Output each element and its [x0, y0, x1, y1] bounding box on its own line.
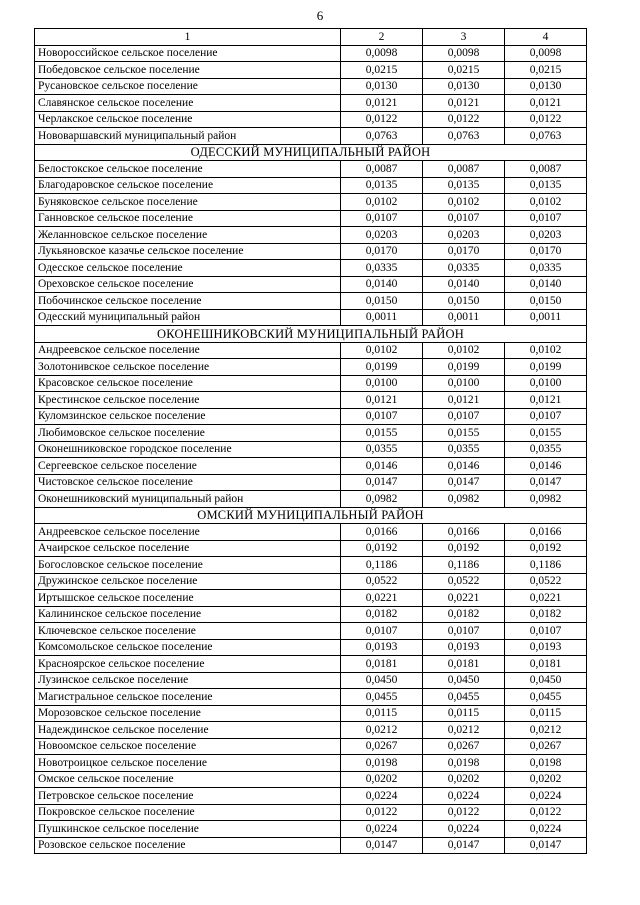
value-cell-col3: 0,0100: [423, 375, 505, 392]
settlement-name-cell: Буняковское сельское поселение: [35, 194, 341, 211]
value-cell-col2: 0,0130: [341, 78, 423, 95]
value-cell-col3: 0,0763: [423, 128, 505, 145]
value-cell-col3: 0,0121: [423, 392, 505, 409]
table-row: [35, 524, 587, 541]
settlement-name-cell: Красноярское сельское поселение: [35, 656, 341, 673]
value-cell-col2: 0,0335: [341, 260, 423, 277]
settlement-name-cell: Ачаирское сельское поселение: [35, 540, 341, 557]
table-row: [35, 689, 587, 706]
value-cell-col4: 0,0203: [505, 227, 587, 244]
value-cell-col4: 0,0215: [505, 62, 587, 79]
value-cell-col3: 0,0199: [423, 359, 505, 376]
value-cell-col4: 0,0147: [505, 837, 587, 854]
value-cell-col2: 0,0355: [341, 441, 423, 458]
value-cell-col2: 0,0202: [341, 771, 423, 788]
table-row: [35, 194, 587, 211]
table-row: [35, 474, 587, 491]
value-cell-col4: 0,0224: [505, 788, 587, 805]
value-cell-col3: 0,0102: [423, 342, 505, 359]
settlement-name-cell: Одесский муниципальный район: [35, 309, 341, 326]
value-cell-col2: 0,0212: [341, 722, 423, 739]
value-cell-col4: 0,0102: [505, 194, 587, 211]
value-cell-col4: 0,0982: [505, 491, 587, 508]
table-row: [35, 128, 587, 145]
settlement-name-cell: Калининское сельское поселение: [35, 606, 341, 623]
value-cell-col3: 0,0202: [423, 771, 505, 788]
section-title: ОМСКИЙ МУНИЦИПАЛЬНЫЙ РАЙОН: [35, 507, 587, 524]
table-row: [35, 111, 587, 128]
value-cell-col4: 0,0135: [505, 177, 587, 194]
table-row: [35, 243, 587, 260]
allocation-table: [34, 28, 587, 854]
value-cell-col2: 0,0455: [341, 689, 423, 706]
settlement-name-cell: Новоомское сельское поселение: [35, 738, 341, 755]
table-row: [35, 342, 587, 359]
table-row: [35, 573, 587, 590]
value-cell-col2: 0,0155: [341, 425, 423, 442]
value-cell-col2: 0,0224: [341, 821, 423, 838]
value-cell-col2: 0,0147: [341, 837, 423, 854]
settlement-name-cell: Ореховское сельское поселение: [35, 276, 341, 293]
table-row: [35, 210, 587, 227]
value-cell-col4: 0,0212: [505, 722, 587, 739]
value-cell-col2: 0,0087: [341, 161, 423, 178]
table-row: [35, 788, 587, 805]
value-cell-col4: 0,0087: [505, 161, 587, 178]
table-row: [35, 804, 587, 821]
value-cell-col4: 0,0224: [505, 821, 587, 838]
value-cell-col3: 0,0122: [423, 111, 505, 128]
value-cell-col4: 0,0115: [505, 705, 587, 722]
value-cell-col3: 0,0107: [423, 408, 505, 425]
value-cell-col2: 0,0121: [341, 95, 423, 112]
value-cell-col4: 0,0181: [505, 656, 587, 673]
value-cell-col2: 0,1186: [341, 557, 423, 574]
settlement-name-cell: Магистральное сельское поселение: [35, 689, 341, 706]
column-header-row: [35, 29, 587, 46]
value-cell-col4: 0,0166: [505, 524, 587, 541]
settlement-name-cell: Победовское сельское поселение: [35, 62, 341, 79]
settlement-name-cell: Благодаровское сельское поселение: [35, 177, 341, 194]
value-cell-col2: 0,0224: [341, 788, 423, 805]
value-cell-col3: 0,0522: [423, 573, 505, 590]
table-row: [35, 738, 587, 755]
settlement-name-cell: Черлакское сельское поселение: [35, 111, 341, 128]
value-cell-col2: 0,0102: [341, 194, 423, 211]
page-number: 6: [316, 8, 324, 23]
table-row: [35, 359, 587, 376]
value-cell-col3: 0,0203: [423, 227, 505, 244]
settlement-name-cell: Петровское сельское поселение: [35, 788, 341, 805]
value-cell-col2: 0,0146: [341, 458, 423, 475]
value-cell-col3: 0,0215: [423, 62, 505, 79]
value-cell-col4: 0,0450: [505, 672, 587, 689]
value-cell-col2: 0,0215: [341, 62, 423, 79]
value-cell-col3: 0,0455: [423, 689, 505, 706]
value-cell-col2: 0,0107: [341, 408, 423, 425]
settlement-name-cell: Оконешниковский муниципальный район: [35, 491, 341, 508]
value-cell-col4: 0,0140: [505, 276, 587, 293]
settlement-name-cell: Русановское сельское поселение: [35, 78, 341, 95]
settlement-name-cell: Лукьяновское казачье сельское поселение: [35, 243, 341, 260]
table-row: [35, 705, 587, 722]
value-cell-col4: 0,0130: [505, 78, 587, 95]
table-row: [35, 557, 587, 574]
settlement-name-cell: Лузинское сельское поселение: [35, 672, 341, 689]
value-cell-col3: 0,0130: [423, 78, 505, 95]
value-cell-col2: 0,0181: [341, 656, 423, 673]
settlement-name-cell: Новотроицкое сельское поселение: [35, 755, 341, 772]
table-row: [35, 161, 587, 178]
table-row: [35, 293, 587, 310]
settlement-name-cell: Золотонивское сельское поселение: [35, 359, 341, 376]
settlement-name-cell: Славянское сельское поселение: [35, 95, 341, 112]
value-cell-col4: 0,0763: [505, 128, 587, 145]
settlement-name-cell: Иртышское сельское поселение: [35, 590, 341, 607]
table-row: [35, 606, 587, 623]
value-cell-col2: 0,0107: [341, 623, 423, 640]
table-row: [35, 458, 587, 475]
settlement-name-cell: Красовское сельское поселение: [35, 375, 341, 392]
settlement-name-cell: Нововаршавский муниципальный район: [35, 128, 341, 145]
section-title: ОКОНЕШНИКОВСКИЙ МУНИЦИПАЛЬНЫЙ РАЙОН: [35, 326, 587, 343]
table-row: [35, 755, 587, 772]
settlement-name-cell: Оконешниковское городское поселение: [35, 441, 341, 458]
table-body: [35, 29, 587, 854]
value-cell-col2: 0,0182: [341, 606, 423, 623]
settlement-name-cell: Любимовское сельское поселение: [35, 425, 341, 442]
settlement-name-cell: Желанновское сельское поселение: [35, 227, 341, 244]
table-row: [35, 491, 587, 508]
settlement-name-cell: Покровское сельское поселение: [35, 804, 341, 821]
value-cell-col4: 0,0102: [505, 342, 587, 359]
value-cell-col3: 0,1186: [423, 557, 505, 574]
value-cell-col4: 0,0335: [505, 260, 587, 277]
value-cell-col2: 0,0450: [341, 672, 423, 689]
value-cell-col4: 0,0100: [505, 375, 587, 392]
value-cell-col3: 0,0192: [423, 540, 505, 557]
value-cell-col2: 0,0147: [341, 474, 423, 491]
value-cell-col4: 0,0107: [505, 623, 587, 640]
value-cell-col3: 0,0135: [423, 177, 505, 194]
table-row: [35, 656, 587, 673]
value-cell-col3: 0,0193: [423, 639, 505, 656]
settlement-name-cell: Пушкинское сельское поселение: [35, 821, 341, 838]
table-row: [35, 177, 587, 194]
settlement-name-cell: Богословское сельское поселение: [35, 557, 341, 574]
value-cell-col3: 0,0224: [423, 788, 505, 805]
value-cell-col4: 0,0150: [505, 293, 587, 310]
value-cell-col2: 0,0203: [341, 227, 423, 244]
value-cell-col4: 0,0122: [505, 111, 587, 128]
table-row: [35, 276, 587, 293]
value-cell-col2: 0,0011: [341, 309, 423, 326]
value-cell-col2: 0,0107: [341, 210, 423, 227]
settlement-name-cell: Комсомольское сельское поселение: [35, 639, 341, 656]
value-cell-col3: 0,0212: [423, 722, 505, 739]
settlement-name-cell: Чистовское сельское поселение: [35, 474, 341, 491]
value-cell-col4: 0,0107: [505, 408, 587, 425]
value-cell-col4: 0,0098: [505, 45, 587, 62]
value-cell-col4: 0,0192: [505, 540, 587, 557]
value-cell-col2: 0,0522: [341, 573, 423, 590]
value-cell-col2: 0,0267: [341, 738, 423, 755]
value-cell-col3: 0,0150: [423, 293, 505, 310]
value-cell-col4: 0,0011: [505, 309, 587, 326]
value-cell-col4: 0,0202: [505, 771, 587, 788]
value-cell-col4: 0,0155: [505, 425, 587, 442]
value-cell-col3: 0,0147: [423, 837, 505, 854]
table-row: [35, 771, 587, 788]
value-cell-col3: 0,0166: [423, 524, 505, 541]
settlement-name-cell: Куломзинское сельское поселение: [35, 408, 341, 425]
table-row: [35, 309, 587, 326]
value-cell-col3: 0,0098: [423, 45, 505, 62]
value-cell-col4: 0,0170: [505, 243, 587, 260]
value-cell-col4: 0,0121: [505, 95, 587, 112]
table-row: [35, 78, 587, 95]
section-header-row: [35, 144, 587, 161]
table-row: [35, 425, 587, 442]
value-cell-col4: 0,0355: [505, 441, 587, 458]
value-cell-col3: 0,0107: [423, 623, 505, 640]
settlement-name-cell: Белостокское сельское поселение: [35, 161, 341, 178]
value-cell-col4: 0,0221: [505, 590, 587, 607]
table-row: [35, 623, 587, 640]
settlement-name-cell: Ключевское сельское поселение: [35, 623, 341, 640]
section-header-row: [35, 507, 587, 524]
value-cell-col4: 0,0267: [505, 738, 587, 755]
value-cell-col2: 0,0140: [341, 276, 423, 293]
value-cell-col2: 0,0192: [341, 540, 423, 557]
table-row: [35, 45, 587, 62]
value-cell-col2: 0,0193: [341, 639, 423, 656]
value-cell-col3: 0,0982: [423, 491, 505, 508]
value-cell-col3: 0,0335: [423, 260, 505, 277]
settlement-name-cell: Андреевское сельское поселение: [35, 524, 341, 541]
value-cell-col3: 0,0087: [423, 161, 505, 178]
value-cell-col2: 0,0122: [341, 111, 423, 128]
column-header-3: 3: [423, 29, 505, 46]
value-cell-col2: 0,0221: [341, 590, 423, 607]
value-cell-col2: 0,0170: [341, 243, 423, 260]
value-cell-col4: 0,0199: [505, 359, 587, 376]
value-cell-col4: 0,0522: [505, 573, 587, 590]
settlement-name-cell: Андреевское сельское поселение: [35, 342, 341, 359]
settlement-name-cell: Побочинское сельское поселение: [35, 293, 341, 310]
value-cell-col2: 0,0763: [341, 128, 423, 145]
table-row: [35, 260, 587, 277]
value-cell-col2: 0,0115: [341, 705, 423, 722]
settlement-name-cell: Сергеевское сельское поселение: [35, 458, 341, 475]
value-cell-col3: 0,0107: [423, 210, 505, 227]
settlement-name-cell: Крестинское сельское поселение: [35, 392, 341, 409]
table-row: [35, 392, 587, 409]
table-row: [35, 95, 587, 112]
value-cell-col2: 0,0098: [341, 45, 423, 62]
value-cell-col3: 0,0450: [423, 672, 505, 689]
table-row: [35, 639, 587, 656]
settlement-name-cell: Одесское сельское поселение: [35, 260, 341, 277]
settlement-name-cell: Дружинское сельское поселение: [35, 573, 341, 590]
value-cell-col4: 0,0147: [505, 474, 587, 491]
value-cell-col2: 0,0982: [341, 491, 423, 508]
table-row: [35, 540, 587, 557]
value-cell-col3: 0,0155: [423, 425, 505, 442]
table-row: [35, 837, 587, 854]
value-cell-col3: 0,0221: [423, 590, 505, 607]
table-row: [35, 590, 587, 607]
value-cell-col3: 0,0115: [423, 705, 505, 722]
table-row: [35, 722, 587, 739]
value-cell-col2: 0,0122: [341, 804, 423, 821]
value-cell-col4: 0,0193: [505, 639, 587, 656]
settlement-name-cell: Надеждинское сельское поселение: [35, 722, 341, 739]
settlement-name-cell: Розовское сельское поселение: [35, 837, 341, 854]
table-row: [35, 672, 587, 689]
table-row: [35, 821, 587, 838]
value-cell-col2: 0,0166: [341, 524, 423, 541]
value-cell-col3: 0,0102: [423, 194, 505, 211]
value-cell-col3: 0,0122: [423, 804, 505, 821]
value-cell-col2: 0,0100: [341, 375, 423, 392]
value-cell-col3: 0,0182: [423, 606, 505, 623]
value-cell-col3: 0,0267: [423, 738, 505, 755]
value-cell-col2: 0,0199: [341, 359, 423, 376]
settlement-name-cell: Новороссийское сельское поселение: [35, 45, 341, 62]
value-cell-col4: 0,1186: [505, 557, 587, 574]
settlement-name-cell: Морозовское сельское поселение: [35, 705, 341, 722]
value-cell-col4: 0,0182: [505, 606, 587, 623]
value-cell-col3: 0,0198: [423, 755, 505, 772]
section-title: ОДЕССКИЙ МУНИЦИПАЛЬНЫЙ РАЙОН: [35, 144, 587, 161]
table-row: [35, 441, 587, 458]
value-cell-col3: 0,0147: [423, 474, 505, 491]
value-cell-col2: 0,0121: [341, 392, 423, 409]
value-cell-col2: 0,0198: [341, 755, 423, 772]
settlement-name-cell: Омское сельское поселение: [35, 771, 341, 788]
table-row: [35, 408, 587, 425]
settlement-name-cell: Ганновское сельское поселение: [35, 210, 341, 227]
value-cell-col2: 0,0135: [341, 177, 423, 194]
value-cell-col3: 0,0355: [423, 441, 505, 458]
value-cell-col2: 0,0102: [341, 342, 423, 359]
value-cell-col3: 0,0140: [423, 276, 505, 293]
column-header-4: 4: [505, 29, 587, 46]
value-cell-col3: 0,0170: [423, 243, 505, 260]
value-cell-col2: 0,0150: [341, 293, 423, 310]
column-header-1: 1: [35, 29, 341, 46]
value-cell-col3: 0,0224: [423, 821, 505, 838]
value-cell-col4: 0,0122: [505, 804, 587, 821]
section-header-row: [35, 326, 587, 343]
value-cell-col4: 0,0121: [505, 392, 587, 409]
value-cell-col4: 0,0198: [505, 755, 587, 772]
table-row: [35, 227, 587, 244]
value-cell-col4: 0,0455: [505, 689, 587, 706]
value-cell-col3: 0,0121: [423, 95, 505, 112]
value-cell-col4: 0,0146: [505, 458, 587, 475]
value-cell-col4: 0,0107: [505, 210, 587, 227]
value-cell-col3: 0,0011: [423, 309, 505, 326]
table-row: [35, 62, 587, 79]
value-cell-col3: 0,0146: [423, 458, 505, 475]
table-row: [35, 375, 587, 392]
value-cell-col3: 0,0181: [423, 656, 505, 673]
column-header-2: 2: [341, 29, 423, 46]
